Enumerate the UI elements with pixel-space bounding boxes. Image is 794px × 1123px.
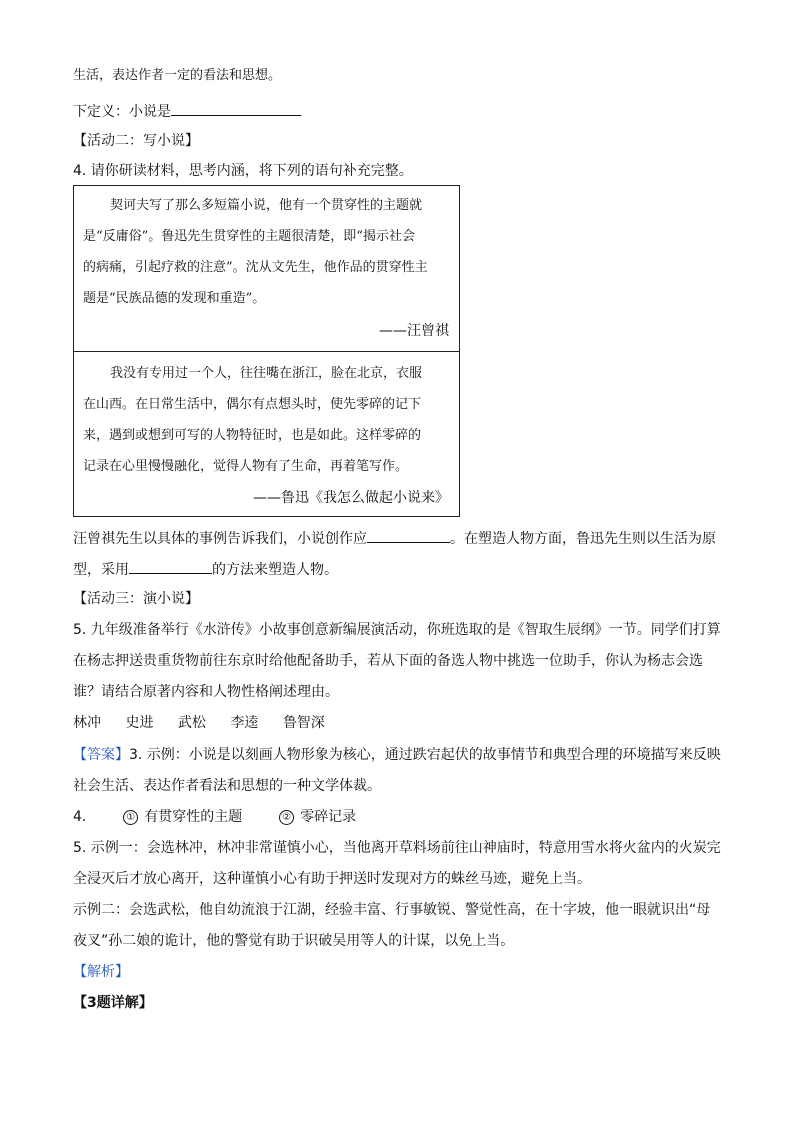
definition-prefix: 下定义：小说是 bbox=[73, 104, 171, 120]
answer-line-2: 社会生活、表达作者看法和思想的一种文学体裁。 bbox=[73, 778, 381, 794]
box2-line: 来，遇到或想到可写的人物特征时，也是如此。这样零碎的 bbox=[83, 428, 422, 443]
question-4: 4. 请你研读材料，思考内涵，将下列的语句补充完整。 bbox=[73, 163, 413, 179]
box1-line: 的病痛，引起疗救的注意”。沈从文先生，他作品的贯穿性主 bbox=[83, 260, 428, 275]
q4-fill-text: 的方法来塑造人物。 bbox=[212, 562, 338, 578]
q4-fill-text: 。在塑造人物方面，鲁迅先生则以生活为原 bbox=[450, 531, 716, 547]
intro-line: 生活，表达作者一定的看法和思想。 bbox=[73, 68, 282, 83]
q4-fill-text: 型，采用 bbox=[73, 562, 129, 578]
box2-signature: ——鲁迅《我怎么做起小说来》 bbox=[253, 490, 449, 506]
box1-line: 题是“民族品德的发现和重造”。 bbox=[83, 291, 266, 306]
definition-line bbox=[73, 100, 301, 122]
answer-example2-line-2: 夜叉”孙二娘的诡计，他的警觉有助于识破吴用等人的计谋，以免上当。 bbox=[73, 933, 515, 949]
question-5-line-1: 5. 九年级准备举行《水浒传》小故事创意新编展演活动，你班选取的是《智取生辰纲》一节。同学们打算 bbox=[73, 622, 721, 638]
analysis-tag: 【解析】 bbox=[73, 964, 129, 980]
answer-example2-line-1: 示例二：会选武松，他自幼流浪于江湖，经验丰富、行事敏锐、警觉性高，在十字坡，他一眼就识出“母 bbox=[73, 902, 711, 918]
candidate-name: 鲁智深 bbox=[282, 715, 325, 731]
candidate-name: 武松 bbox=[177, 715, 206, 731]
answer-q4-item: 零碎记录 bbox=[300, 809, 357, 825]
q4-blank-2[interactable] bbox=[129, 558, 212, 574]
answer-example1-line-2: 全浸灭后才放心离开，这种谨慎小心有助于押送时发现对方的蛛丝马迹，避免上当。 bbox=[73, 871, 591, 887]
candidate-name: 林冲 bbox=[73, 715, 101, 731]
answer-q4-number: 4. bbox=[73, 809, 87, 825]
answer-line-1 bbox=[73, 745, 721, 765]
answer-q4 bbox=[73, 807, 356, 827]
circle-2-icon: ② bbox=[279, 810, 294, 825]
answer-text: 3. 示例：小说是以刻画人物形象为核心，通过跌宕起伏的故事情节和典型合理的环境描写来反映 bbox=[129, 747, 721, 763]
box1-line: 契诃夫写了那么多短篇小说，他有一个贯穿性的主题就 bbox=[110, 198, 423, 213]
material-box bbox=[73, 185, 460, 517]
box-divider bbox=[74, 351, 459, 352]
q4-blank-1[interactable] bbox=[367, 527, 450, 543]
activity2-heading: 【活动二：写小说】 bbox=[73, 133, 199, 149]
q4-fill-line-1 bbox=[73, 527, 716, 549]
candidate-name: 史进 bbox=[125, 715, 154, 731]
box2-line: 记录在心里慢慢融化，觉得人物有了生命，再着笔写作。 bbox=[83, 459, 409, 474]
q4-fill-line-2 bbox=[73, 558, 338, 580]
question-5-line-2: 在杨志押送贵重货物前往东京时给他配备助手，若从下面的备选人物中挑选一位助手，你认为杨志会选 bbox=[73, 653, 703, 669]
q4-fill-text: 汪曾祺先生以具体的事例告诉我们，小说创作应 bbox=[73, 531, 367, 547]
candidate-list bbox=[73, 713, 325, 733]
circle-1-icon: ① bbox=[123, 810, 138, 825]
box2-line: 我没有专用过一个人，往往嘴在浙江，脸在北京，衣服 bbox=[110, 366, 423, 381]
question-5-line-3: 谁？请结合原著内容和人物性格阐述理由。 bbox=[73, 684, 339, 700]
answer-example1-line-1: 5. 示例一：会选林冲，林冲非常谨慎小心，当他离开草料场前往山神庙时，特意用雪水将火盆内的火炭完 bbox=[73, 840, 721, 856]
activity3-heading: 【活动三：演小说】 bbox=[73, 591, 199, 607]
definition-blank[interactable] bbox=[171, 100, 301, 116]
box1-signature: ——汪曾祺 bbox=[379, 323, 449, 339]
box1-line: 是“反庸俗”。鲁迅先生贯穿性的主题很清楚，即“揭示社会 bbox=[83, 229, 415, 244]
detail-tag: 【3题详解】 bbox=[73, 995, 153, 1011]
answer-tag: 【答案】 bbox=[73, 747, 129, 763]
answer-q4-item: 有贯穿性的主题 bbox=[144, 809, 243, 825]
candidate-name: 李逵 bbox=[230, 715, 259, 731]
box2-line: 在山西。在日常生活中，偶尔有点想头时，使先零碎的记下 bbox=[83, 397, 422, 412]
